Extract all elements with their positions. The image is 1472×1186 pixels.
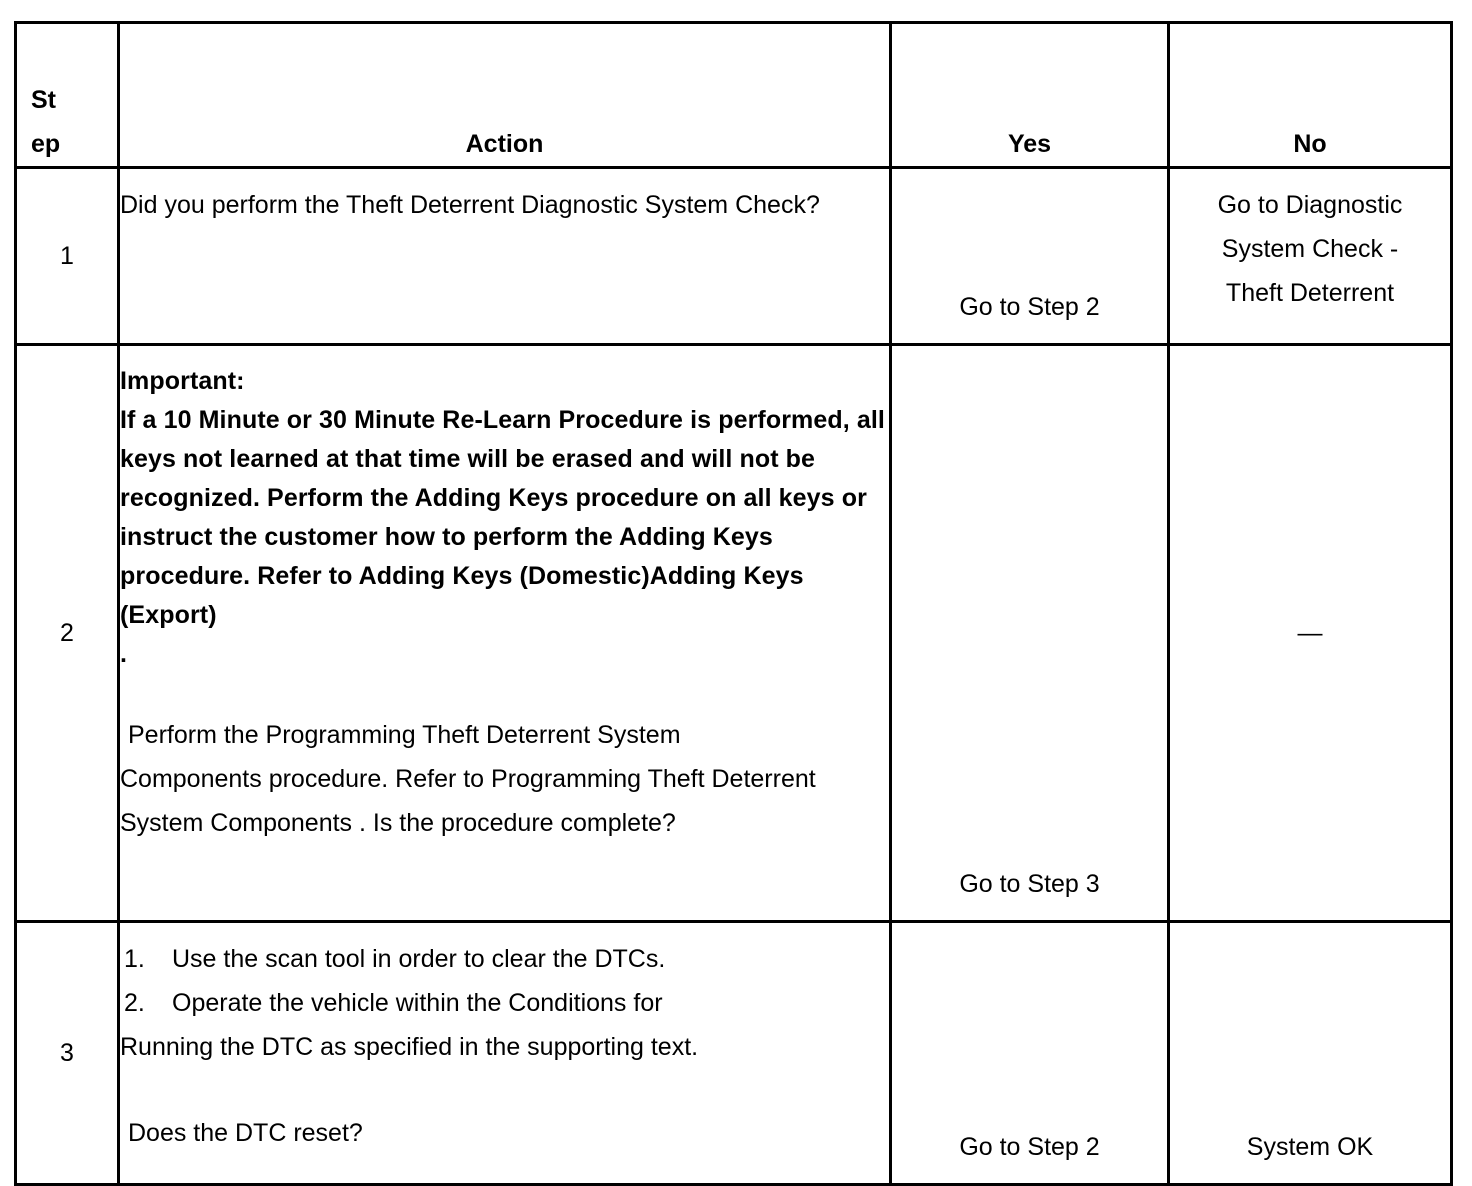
- no-link[interactable]: [1170, 183, 1450, 315]
- table-row: [16, 922, 1452, 1185]
- step-number: 2: [16, 345, 119, 922]
- header-step-line2: ep: [31, 130, 61, 158]
- diagnostic-table: [14, 21, 1453, 1186]
- yes-cell: [891, 345, 1169, 922]
- yes-link[interactable]: Go to Step 2: [959, 1133, 1100, 1161]
- action-cell: [119, 168, 891, 345]
- no-cell: [1169, 168, 1452, 345]
- no-cell: [1169, 345, 1452, 922]
- procedure-text: Components procedure. Refer to Programming Theft Deterrent System Components . Is the procedure complete?: [120, 765, 816, 837]
- header-yes: Yes: [891, 23, 1169, 168]
- no-link-line1: Go to Diagnostic: [1217, 191, 1403, 219]
- header-step: [16, 23, 119, 168]
- header-action: Action: [119, 23, 891, 168]
- table-row: [16, 345, 1452, 922]
- procedure-text-line1: Perform the Programming Theft Deterrent System: [128, 721, 681, 749]
- action-cell: [119, 922, 891, 1185]
- header-no: No: [1169, 23, 1452, 168]
- no-link-line2: System Check -: [1221, 235, 1399, 263]
- list-item: [120, 981, 889, 1069]
- important-label: Important:: [120, 367, 245, 395]
- list-item-text: Use the scan tool in order to clear the DTCs.: [172, 945, 666, 973]
- no-cell: [1169, 922, 1452, 1185]
- table-row: [16, 168, 1452, 345]
- yes-link[interactable]: Go to Step 3: [959, 870, 1100, 898]
- list-item: [120, 937, 889, 981]
- header-row: [16, 23, 1452, 168]
- yes-cell: [891, 922, 1169, 1185]
- important-text: If a 10 Minute or 30 Minute Re-Learn Procedure is performed, all keys not learned at that time will be erased and will not be recognized. Perform the Adding Keys procedure on all keys or instruct the customer how to perform the Adding Keys procedure. Refer to Adding Keys (Domestic)Adding Keys (Export): [120, 406, 885, 629]
- yes-cell: [891, 168, 1169, 345]
- action-text: Did you perform the Theft Deterrent Diagnostic System Check?: [120, 191, 820, 219]
- action-cell: [119, 345, 891, 922]
- important-end: .: [120, 640, 128, 668]
- header-step-line1: St: [31, 86, 56, 114]
- question-text: Does the DTC reset?: [128, 1119, 363, 1147]
- step-number: 3: [16, 922, 119, 1185]
- no-value: System OK: [1246, 1133, 1374, 1161]
- step-number: 1: [16, 168, 119, 345]
- important-note: [120, 362, 889, 674]
- no-value: —: [1297, 619, 1323, 647]
- list-item-number: 2.: [124, 989, 145, 1017]
- no-link-line3: Theft Deterrent: [1225, 279, 1395, 307]
- list-item-continuation: Running the DTC as specified in the supporting text.: [120, 1033, 699, 1061]
- list-item-text: Operate the vehicle within the Conditions for: [172, 989, 663, 1017]
- list-item-number: 1.: [124, 945, 145, 973]
- yes-link[interactable]: Go to Step 2: [959, 293, 1100, 321]
- action-steps-list: [120, 937, 889, 1069]
